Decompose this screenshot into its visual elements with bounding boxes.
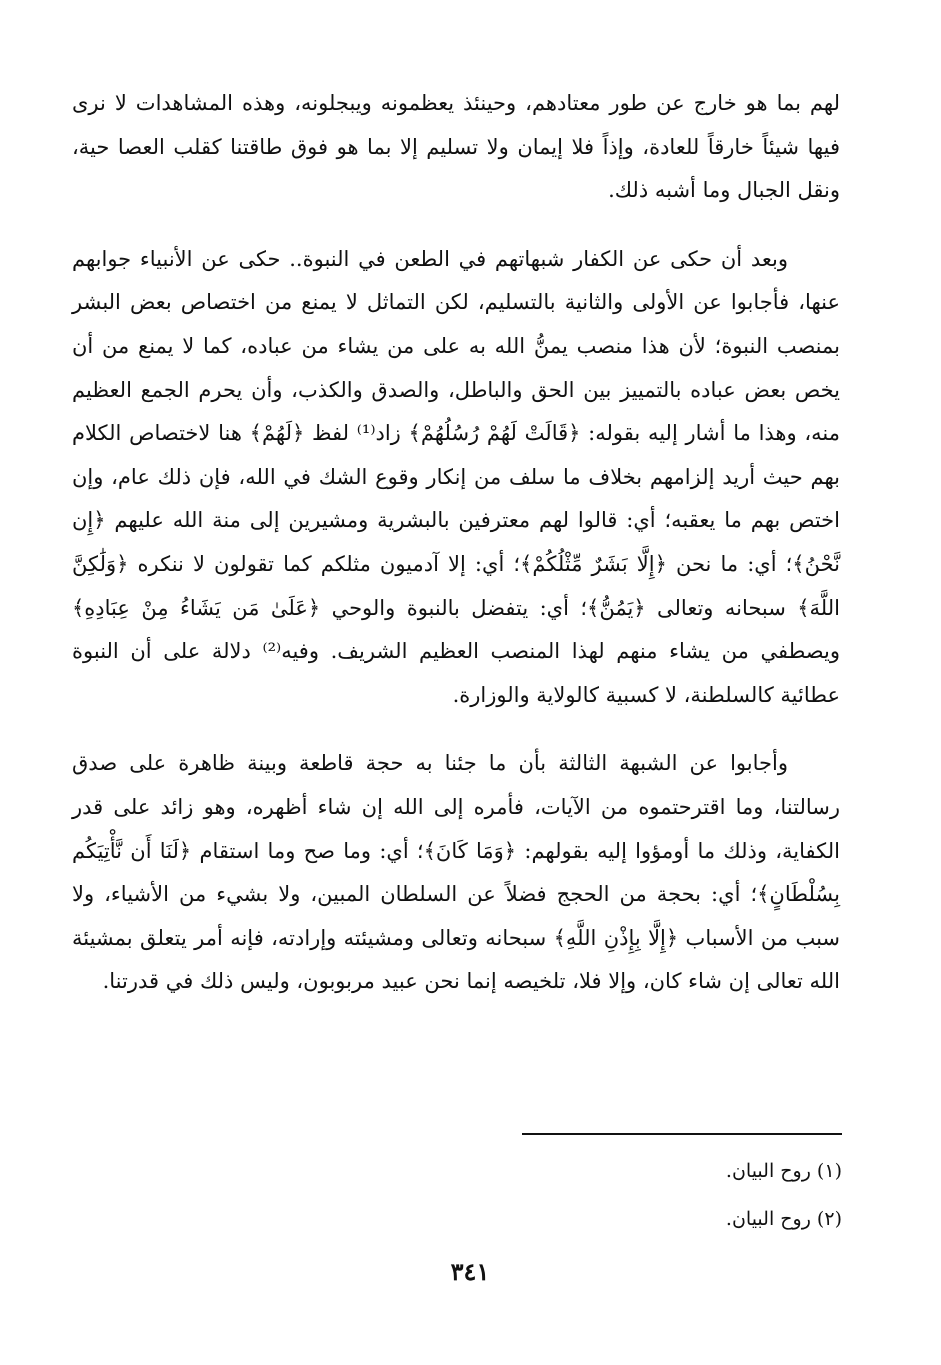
footnote-1: (١) روح البيان.: [725, 1160, 842, 1182]
footnote-divider: [522, 1133, 842, 1135]
paragraph-2: وبعد أن حكى عن الكفار شبهاتهم في الطعن في النبوة.. حكى عن الأنبياء جوابهم عنها، فأجابوا عن الأولى والثانية بالتسليم، لكن التماثل لا يمنع من اختصاص بعض البشر بمنصب النبوة؛ لأن هذا منصب يمنُّ الله به على من يشاء من عباده، كما لا يمنع من أن يخص بعض عباده بالتمييز بين الحق والباطل، والصدق والكذب، وأن يحرم الجمع العظيم منه، وهذا ما أشار إليه بقوله: ﴿قَالَتْ لَهُمْ رُسُلُهُمْ﴾ زاد⁽¹⁾ لفظ ﴿لَهُمْ﴾ هنا لاختصاص الكلام بهم حيث أريد إلزامهم بخلاف ما سلف من إنكار وقوع الشك في الله، فإن ذلك عام، وإن اختص بهم ما يعقبه؛ أي: قالوا لهم معترفين بالبشرية ومشيرين إلى منة الله عليهم ﴿إِن نَّحْنُ﴾؛ أي: ما نحن ﴿إِلَّا بَشَرٌ مِّثْلُكُمْ﴾؛ أي: إلا آدميون مثلكم كما تقولون لا ننكره ﴿وَلَٰكِنَّ اللَّهَ﴾ سبحانه وتعالى ﴿يَمُنُّ﴾؛ أي: يتفضل بالنبوة والوحي ﴿عَلَىٰ مَن يَشَاءُ مِنْ عِبَادِهِ﴾ ويصطفي من يشاء منهم لهذا المنصب العظيم الشريف. وفيه⁽²⁾ دلالة على أن النبوة عطائية كالسلطنة، لا كسبية كالولاية والوزارة.: [72, 246, 841, 707]
footnote-2: (٢) روح البيان.: [725, 1208, 842, 1230]
footnotes: [300, 1147, 842, 1243]
page-number: ٣٤١: [450, 1257, 490, 1286]
paragraph-3: وأجابوا عن الشبهة الثالثة بأن ما جئنا به حجة قاطعة وبينة ظاهرة على صدق رسالتنا، وما اقترحتموه من الآيات، فأمره إلى الله إن شاء أظهره، وهو زائد على قدر الكفاية، وذلك ما أومؤوا إليه بقولهم: ﴿وَمَا كَانَ﴾؛ أي: وما صح وما استقام ﴿لَنَا أَن نَّأْتِيَكُم بِسُلْطَانٍ﴾؛ أي: بحجة من الحجج فضلاً عن السلطان المبين، ولا بشيء من الأشياء، ولا سبب من الأسباب ﴿إِلَّا بِإِذْنِ اللَّهِ﴾ سبحانه وتعالى ومشيئته وإرادته، فإنه أمر يتعلق بمشيئة الله تعالى إن شاء كان، وإلا فلا، تلخيصه إنما نحن عبيد مربوبون، وليس ذلك في قدرتنا.: [72, 751, 840, 994]
paragraph-1: لهم بما هو خارج عن طور معتادهم، وحينئذ يعظمونه ويبجلونه، وهذه المشاهدات لا نرى فيها شيئاً خارقاً للعادة، وإذاً فلا إيمان ولا تسليم إلا بما هو فوق طاقتنا كقلب العصا حية، ونقل الجبال وما أشبه ذلك.: [72, 91, 840, 203]
main-text: [72, 82, 840, 1004]
